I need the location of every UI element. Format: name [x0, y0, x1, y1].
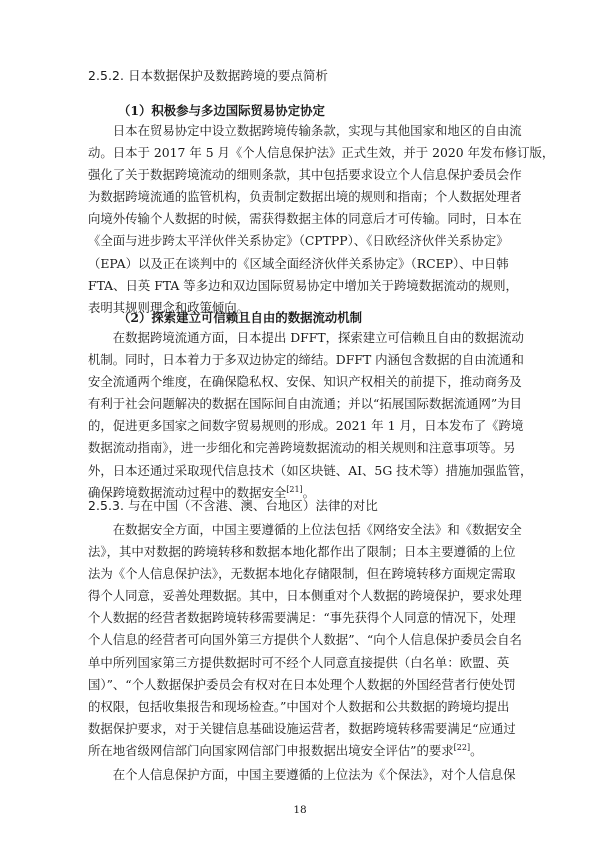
- text-fragment: 确保跨境数据流动过程中的数据安全: [88, 484, 287, 500]
- text-line: 个人数据的经营者数据跨境转移需要满足：“事先获得个人同意的情况下，处理: [88, 610, 516, 626]
- text-line: 在个人信息保护方面，中国主要遵循的上位法为《个保法》，对个人信息保: [112, 767, 516, 782]
- text-line: 在数据安全方面，中国主要遵循的上位法包括《网络安全法》和《数据安全: [112, 522, 522, 537]
- text-line: 数据流动指南》，进一步细化和完善跨境数据流动的相关规则和注意事项等。另: [88, 440, 516, 456]
- text-line-with-citation: [88, 740, 514, 762]
- citation-21: [21]: [286, 484, 303, 494]
- text-line: FTA、日英 FTA 等多边和双边国际贸易协定中增加关于跨境数据流动的规则，: [88, 277, 518, 293]
- text-line: 在数据跨境流通方面，日本提出 DFFT，探索建立可信赖且自由的数据流动: [112, 330, 524, 345]
- text-line: 得个人同意，妥善处理数据。其中，日本侧重对个人数据的跨境保护，要求处理: [88, 588, 522, 604]
- text-fragment: 所在地省级网信部门向国家网信部门申报数据出境安全评估”的要求: [88, 742, 454, 758]
- text-line: 有利于社会问题解决的数据在国际间自由流通；并以“拓展国际数据流通网”为目: [88, 396, 522, 412]
- section-heading-2-5-2: 2.5.2. 日本数据保护及数据跨境的要点简析: [88, 68, 328, 83]
- text-line: 单中所列国家第三方提供数据时可不经个人同意直接提供（白名单：欧盟、英: [88, 654, 510, 670]
- text-line: 为数据跨境流通的监管机构，负责制定数据出境的规则和指南；个人数据处理者: [88, 189, 522, 205]
- text-line: 《全面与进步跨太平洋伙伴关系协定》（CPTPP）、《日欧经济伙伴关系协定》: [88, 233, 509, 249]
- punctuation: 。: [302, 484, 316, 500]
- text-line: （EPA）以及正在谈判中的《区域全面经济伙伴关系协定》（RCEP）、中日韩: [88, 255, 509, 271]
- text-line: 表明其规则理念和政策倾向。: [88, 299, 250, 315]
- text-line: 法》，其中对数据的跨境转移和数据本地化都作出了限制；日本主要遵循的上位: [88, 544, 516, 560]
- section-heading-2-5-3: 2.5.3. 与在中国（不含港、澳、台地区）法律的对比: [88, 498, 378, 513]
- text-line: 动。日本于 2017 年 5 月《个人信息保护法》正式生效，并于 2020 年发布修订版，: [88, 145, 555, 161]
- page-number: 18: [293, 804, 307, 816]
- paragraph-data-security-comparison: [88, 519, 522, 762]
- paragraph-personal-info-protection: [88, 764, 514, 786]
- text-line: 数据保护要求，对于关键信息基础设施运营者，数据跨境转移需要满足“应通过: [88, 720, 516, 736]
- text-line: 法为《个人信息保护法》，无数据本地化存储限制，但在跨境转移方面规定需取: [88, 566, 516, 582]
- text-line: 向境外传输个人数据的时候，需获得数据主体的同意后才可传输。同时，日本在: [88, 211, 522, 227]
- paragraph-multilateral-agreements: [88, 120, 555, 319]
- paragraph-dfft: [88, 327, 533, 504]
- text-line: 个人信息的经营者可向国外第三方提供个人数据”、“向个人信息保护委员会自名: [88, 632, 522, 648]
- text-line: 机制。同时，日本着力于多双边协定的缔结。DFFT 内涵包含数据的自由流通和: [88, 352, 524, 368]
- text-line: 的权限，包括收集报告和现场检查。”中国对个人数据和公共数据的跨境均提出: [88, 698, 510, 714]
- text-line: 强化了关于数据跨境流动的细则条款，其中包括要求设立个人信息保护委员会作: [88, 167, 522, 183]
- text-line: 外，日本还通过采取现代信息技术（如区块链、AI、5G 技术等）措施加强监管，: [88, 462, 533, 478]
- subheading-1: （1）积极参与多边国际贸易协定协定: [118, 103, 325, 118]
- punctuation: 。: [470, 742, 483, 758]
- text-line: 安全流通两个维度，在确保隐私权、安保、知识产权相关的前提下，推动商务及: [88, 374, 522, 390]
- subheading-2: （2）探索建立可信赖且自由的数据流动机制: [118, 310, 363, 325]
- text-line: 日本在贸易协定中设立数据跨境传输条款，实现与其他国家和地区的自由流: [112, 123, 522, 138]
- citation-22: [22]: [453, 742, 471, 752]
- text-line: 的，促进更多国家之间数字贸易规则的形成。2021 年 1 月，日本发布了《跨境: [88, 418, 524, 434]
- text-line: 国）”、“个人数据保护委员会有权对在日本处理个人数据的外国经营者行使处罚: [88, 676, 516, 692]
